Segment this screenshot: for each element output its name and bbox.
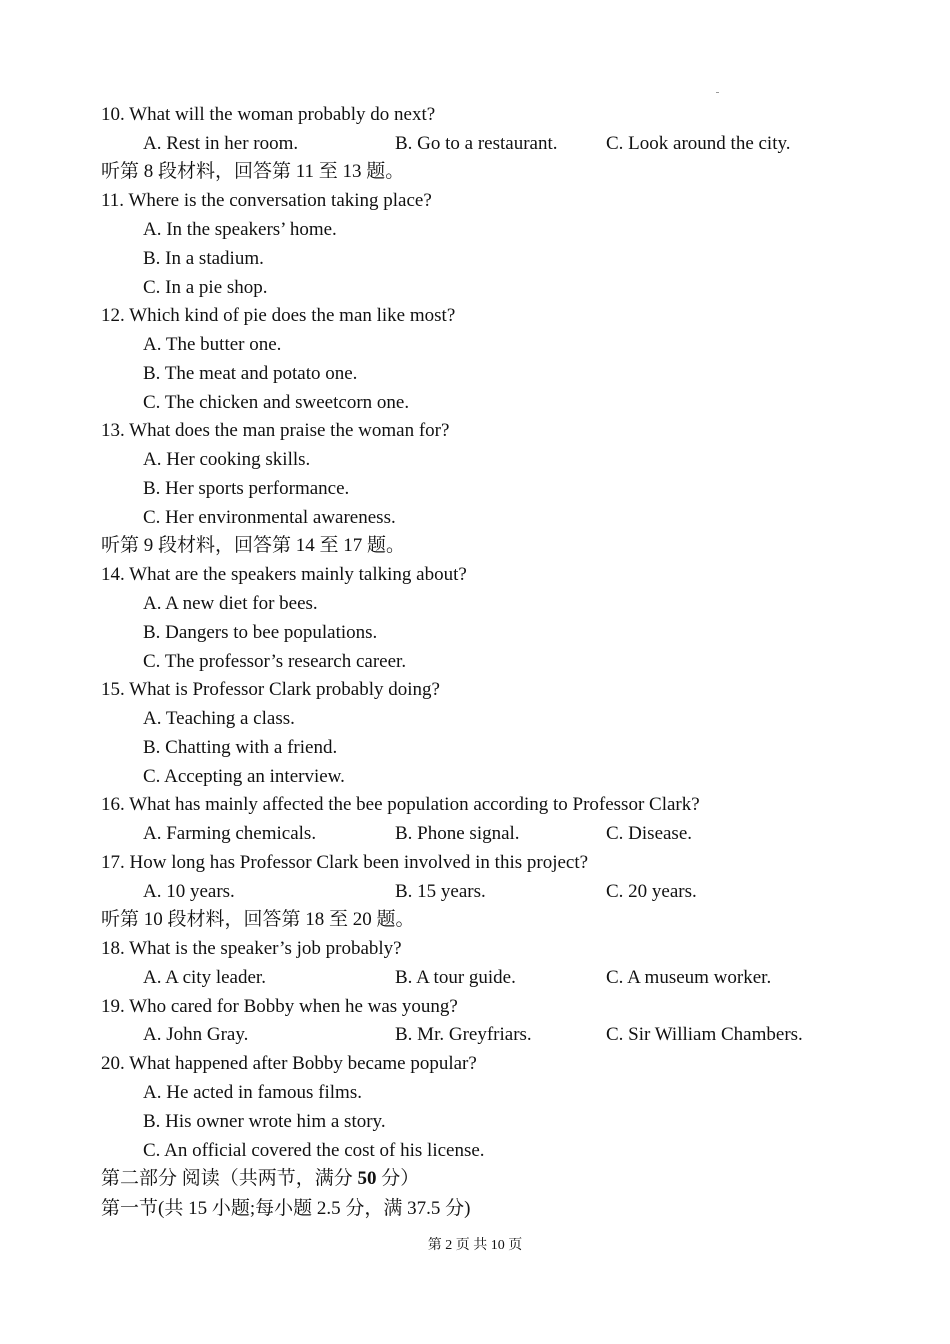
option-c: C. A museum worker. — [606, 967, 772, 988]
question-20 — [0, 1049, 950, 1078]
part-two-section-one-heading: 第一节(共 15 小题;每小题 2.5 分，满 37.5 分) — [101, 1198, 471, 1219]
question-17 — [0, 848, 950, 877]
option-a: A. Teaching a class. — [143, 708, 295, 729]
option-b: B. Go to a restaurant. — [395, 133, 558, 154]
option-b: B. In a stadium. — [143, 248, 264, 269]
option-a: A. Farming chemicals. — [143, 823, 317, 844]
option-a: A. A city leader. — [143, 967, 266, 988]
option-b: B. Dangers to bee populations. — [143, 622, 378, 643]
option-c: C. 20 years. — [606, 881, 697, 902]
option-a: A. A new diet for bees. — [143, 593, 318, 614]
option-b: B. The meat and potato one. — [143, 363, 358, 384]
question-10 — [0, 100, 950, 129]
question-10-options — [0, 129, 950, 158]
option-b: B. 15 years. — [395, 881, 486, 902]
section-heading-10: 听第 10 段材料，回答第 18 至 20 题。 — [101, 909, 415, 930]
option-a: A. He acted in famous films. — [143, 1082, 362, 1103]
question-text: 18. What is the speaker’s job probably? — [101, 938, 402, 959]
option-a: A. In the speakers’ home. — [143, 219, 337, 240]
part-two-heading: 第二部分 阅读（共两节，满分 50 分） — [101, 1168, 420, 1189]
option-b: B. Chatting with a friend. — [143, 737, 338, 758]
option-b: B. Phone signal. — [395, 823, 520, 844]
option-c: C. Accepting an interview. — [143, 766, 345, 787]
option-c: C. The chicken and sweetcorn one. — [143, 392, 410, 413]
scan-speck — [716, 92, 719, 93]
section-heading-9: 听第 9 段材料，回答第 14 至 17 题。 — [101, 535, 406, 556]
option-b: B. A tour guide. — [395, 967, 516, 988]
question-17-options — [0, 877, 950, 906]
question-11 — [0, 186, 950, 215]
option-c: C. Sir William Chambers. — [606, 1024, 803, 1045]
option-c: C. An official covered the cost of his license. — [143, 1140, 485, 1161]
option-a: A. Rest in her room. — [143, 133, 299, 154]
option-a: A. John Gray. — [143, 1024, 249, 1045]
question-text: 10. What will the woman probably do next? — [101, 104, 436, 125]
question-16 — [0, 790, 950, 819]
question-18-options — [0, 963, 950, 992]
option-a: A. Her cooking skills. — [143, 449, 311, 470]
question-text: 19. Who cared for Bobby when he was young? — [101, 996, 458, 1017]
option-a: A. The butter one. — [143, 334, 282, 355]
question-text: 12. Which kind of pie does the man like most? — [101, 305, 456, 326]
question-15 — [0, 675, 950, 704]
page-footer: 第 2 页 共 10 页 — [427, 1238, 523, 1253]
question-18 — [0, 934, 950, 963]
option-b: B. Mr. Greyfriars. — [395, 1024, 532, 1045]
option-c: C. The professor’s research career. — [143, 651, 407, 672]
option-c: C. Her environmental awareness. — [143, 507, 396, 528]
question-13 — [0, 416, 950, 445]
question-text: 15. What is Professor Clark probably doing? — [101, 679, 440, 700]
question-text: 14. What are the speakers mainly talking about? — [101, 564, 467, 585]
option-c: C. Look around the city. — [606, 133, 791, 154]
question-12 — [0, 301, 950, 330]
question-14 — [0, 560, 950, 589]
question-text: 11. Where is the conversation taking place? — [101, 190, 432, 211]
option-c: C. Disease. — [606, 823, 693, 844]
section-heading-8: 听第 8 段材料，回答第 11 至 13 题。 — [101, 161, 405, 182]
question-text: 20. What happened after Bobby became popular? — [101, 1053, 477, 1074]
question-19-options — [0, 1020, 950, 1049]
question-text: 16. What has mainly affected the bee population according to Professor Clark? — [101, 794, 700, 815]
question-text: 17. How long has Professor Clark been involved in this project? — [101, 852, 589, 873]
option-c: C. In a pie shop. — [143, 277, 268, 298]
question-text: 13. What does the man praise the woman for? — [101, 420, 450, 441]
option-b: B. His owner wrote him a story. — [143, 1111, 386, 1132]
question-16-options — [0, 819, 950, 848]
option-b: B. Her sports performance. — [143, 478, 350, 499]
option-a: A. 10 years. — [143, 881, 235, 902]
question-19 — [0, 992, 950, 1021]
